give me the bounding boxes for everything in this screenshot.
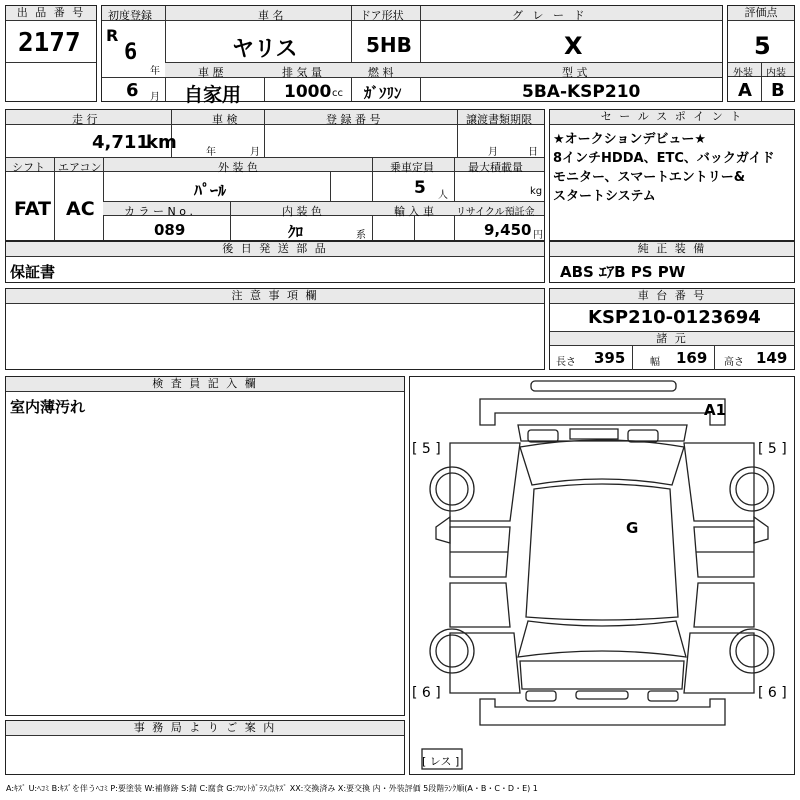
shift-label: シフト [12,161,45,174]
door-type: 5HB [366,33,412,57]
car-outline [410,377,794,774]
shift: FAT [14,198,51,220]
capacity-label: 乗車定員 [390,161,434,174]
int-grade: B [771,80,785,101]
inspector-box [5,376,405,716]
aircon-label: エアコン [58,161,102,174]
model: 5BA-KSP210 [522,82,641,102]
grade-label: グ レ ー ド [512,9,588,22]
reg-month: 6 [126,80,139,101]
chassis-box [549,288,795,370]
lot-number: 2177 [18,28,81,58]
later-parts-box [5,241,545,283]
import-label: 輸 入 車 [394,205,434,218]
inspection-month-unit: 月 [250,147,260,158]
max-load-label: 最大積載量 [468,161,523,174]
fl-tire-tread: [ 5 ] [412,441,441,457]
mileage-section [5,109,545,241]
yen-unit: 円 [533,230,543,241]
transfer-month-unit: 月 [488,147,498,158]
ext-grade: A [738,80,752,101]
ext-label: 外装 [733,68,753,79]
height: 149 [756,349,788,367]
car-diagram [409,376,795,775]
int-label: 内装 [766,68,786,79]
color-no: 089 [154,221,186,239]
score: 5 [754,32,771,60]
capacity: 5 [414,178,426,198]
mileage: 4,711 [92,132,149,153]
vehicle-info-top [101,5,723,106]
sales-points: ★オークションデビュー★ 8インチHDDA、ETC、バックガイド モニター、スマートエントリー& スタートシステム [553,132,775,204]
rl-tire-tread: [ 6 ] [412,685,441,701]
model-label: 型 式 [562,66,588,79]
fuel: ｶﾞｿﾘﾝ [364,84,402,102]
interior-unit: 系 [356,230,366,241]
displacement-label: 排 気 量 [282,66,322,79]
interior-color: ｸﾛ [288,223,304,241]
reg-no-label: 登 録 番 号 [326,113,381,126]
fuel-label: 燃 料 [368,66,394,79]
width: 169 [676,349,708,367]
genuine-equipment: ABS ｴｱB PS PW [560,263,686,281]
displacement: 1000 [284,82,332,102]
damage-mark-a1: A1 [704,401,727,419]
recycle: 9,450 [484,221,532,239]
fr-tire-tread: [ 5 ] [758,441,787,457]
km-unit: km [146,132,177,153]
history: 自家用 [184,84,242,106]
color-no-label: カ ラ ー N o . [124,205,193,218]
grade: X [564,32,583,60]
exterior-color-label: 外 装 色 [218,161,258,174]
office-box [5,720,405,775]
height-label: 高さ [724,357,744,368]
reg-year: 6 [124,40,138,65]
chassis-number: KSP210-0123694 [588,307,761,328]
transfer-label: 譲渡書類期限 [466,113,532,126]
recycle-label: リサイクル預託金 [456,207,535,218]
month-unit: 月 [150,92,160,103]
genuine-equipment-box [549,241,795,283]
later-parts-label: 後 日 発 送 部 品 [6,242,544,257]
load-unit: kg [530,186,543,197]
width-label: 幅 [650,357,660,368]
spare-tire: [ レス ] [422,755,460,768]
damage-mark-g: G [626,519,639,537]
transfer-day-unit: 日 [528,147,538,158]
car-name: ヤリス [232,37,298,62]
history-label: 車 歴 [198,66,224,79]
sales-points-box [549,109,795,241]
notes-box [5,288,545,370]
year-unit: 年 [150,66,160,77]
aircon: AC [66,198,95,220]
door-label: ドア形状 [360,9,404,22]
capacity-unit: 人 [438,190,448,201]
notes-label: 注 意 事 項 欄 [6,289,544,304]
cc-unit: cc [332,88,343,99]
sales-points-label: セ ー ル ス ポ イ ン ト [550,110,794,125]
specs-label: 諸 元 [550,332,794,346]
lot-number-box [5,5,97,102]
car-name-label: 車 名 [258,9,284,22]
inspection-year-unit: 年 [206,147,216,158]
length: 395 [594,349,626,367]
damage-legend: A:ｷｽﾞ U:ﾍｺﾐ B:ｷｽﾞを伴うﾍｺﾐ P:要塗装 W:補修跡 S:錆 C:腐食 G:ﾌﾛﾝﾄｶﾞﾗｽ点ｷｽﾞ XX:交換済み X:要交換 内・外装評価 5段階ﾗﾝｸ順(A・B・C・D・E) 1 [6,784,538,793]
interior-color-label: 内 装 色 [282,205,322,218]
era: R [106,26,119,45]
first-reg-label: 初度登録 [108,9,152,22]
genuine-equipment-label: 純 正 装 備 [550,242,794,257]
rr-tire-tread: [ 6 ] [758,685,787,701]
inspection-label: 車 検 [212,113,238,126]
score-box [727,5,795,102]
score-label: 評価点 [728,6,794,21]
lot-number-label: 出 品 番 号 [6,6,96,21]
exterior-color: ﾊﾟｰﾙ [194,181,227,200]
later-parts: 保証書 [10,263,56,281]
inspector-label: 検 査 員 記 入 欄 [6,377,404,392]
inspector-note: 室内薄汚れ [10,398,86,416]
chassis-label: 車 台 番 号 [550,289,794,304]
office-label: 事 務 局 よ り ご 案 内 [6,721,404,736]
length-label: 長さ [556,357,576,368]
mileage-label: 走 行 [72,113,98,126]
